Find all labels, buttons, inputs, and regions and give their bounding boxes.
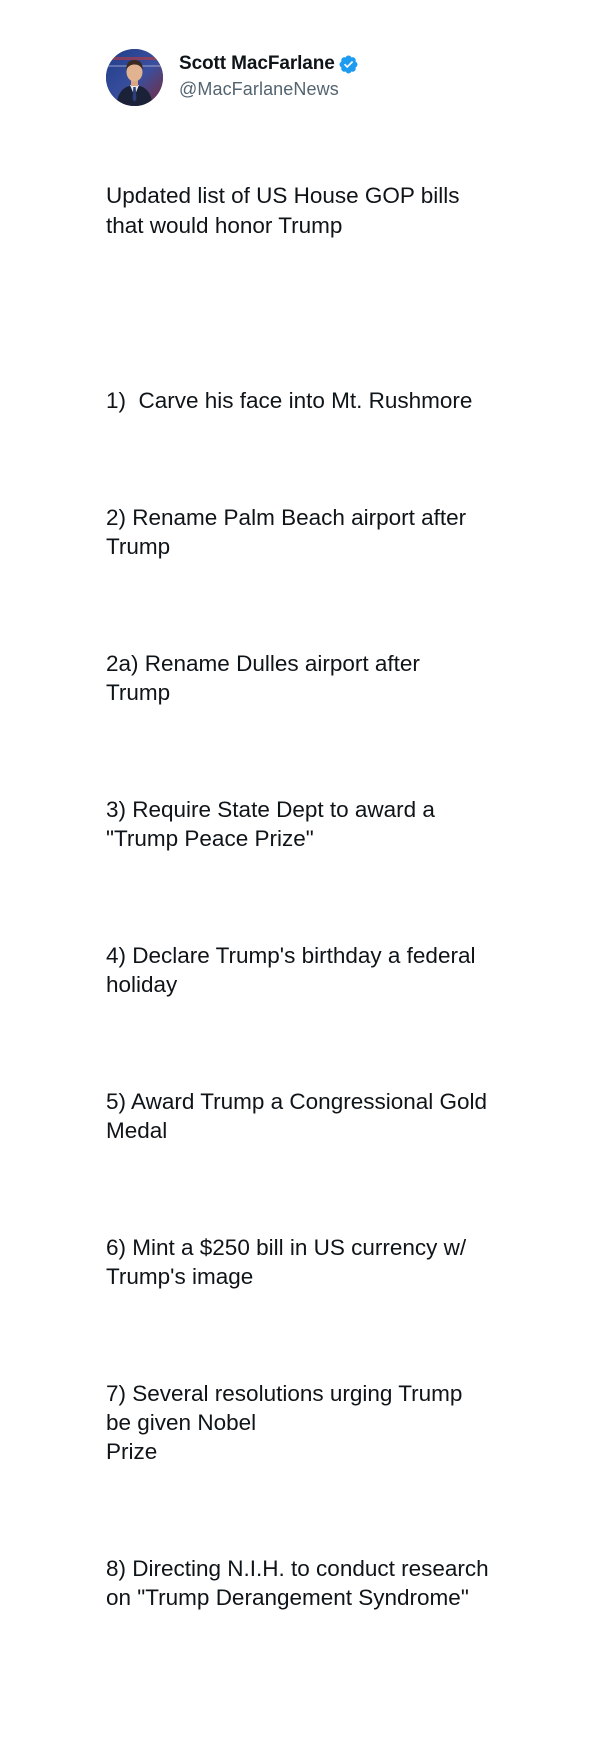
avatar-photo-icon	[106, 49, 163, 106]
bill-list	[106, 327, 546, 1699]
tweet-header	[106, 49, 526, 107]
list-item: 4) Declare Trump's birthday a federal holiday	[106, 942, 476, 997]
list-item: 6) Mint a $250 bill in US currency w/ Trump's image	[106, 1234, 467, 1289]
author-name-row	[179, 51, 359, 77]
list-item: 8) Directing N.I.H. to conduct research on "Trump Derangement Syndrome"	[106, 1555, 489, 1611]
verified-badge-icon	[338, 54, 359, 75]
list-item: 2a) Rename Dulles airport after Trump	[106, 650, 420, 705]
list-item: 3) Require State Dept to award a "Trump Peace Prize"	[106, 796, 435, 851]
author-display-name[interactable]: Scott MacFarlane	[179, 53, 335, 74]
list-item: 2) Rename Palm Beach airport after Trump	[106, 504, 467, 559]
author-handle[interactable]: @MacFarlaneNews	[179, 79, 339, 99]
list-item: 5) Award Trump a Congressional Gold Medal	[106, 1088, 488, 1143]
list-item: 1) Carve his face into Mt. Rushmore	[106, 387, 473, 413]
list-item: 7) Several resolutions urging Trump be given Nobel Prize	[106, 1380, 463, 1465]
tweet-author	[179, 51, 359, 100]
avatar[interactable]	[106, 49, 163, 106]
tweet-intro: Updated list of US House GOP bills that would honor Trump	[106, 183, 460, 238]
tweet-text	[106, 123, 546, 1758]
